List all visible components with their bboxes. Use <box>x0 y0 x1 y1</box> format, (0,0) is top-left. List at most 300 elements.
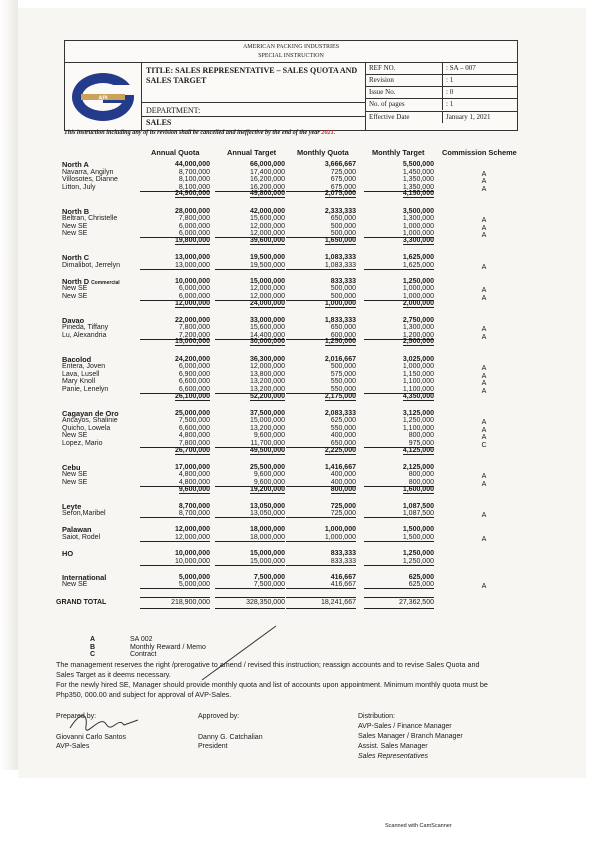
region-subtotal-cell: 24,000,000 <box>249 299 285 307</box>
approved-title: President <box>198 743 228 750</box>
sub-rule <box>140 588 210 589</box>
distribution-block <box>358 712 463 762</box>
rep-name: Pineda, Tiffany <box>62 324 109 332</box>
region-subtotal-cell: 52,200,000 <box>249 392 285 400</box>
grand-total-rule <box>364 597 434 598</box>
page-edge <box>0 0 18 770</box>
commission-code: A <box>481 535 487 543</box>
region-subtotal-cell: 19,200,000 <box>249 485 285 493</box>
commission-code: A <box>481 263 487 271</box>
ref-key: Effective Date <box>369 112 410 121</box>
region-total-cell: 15,000,000 <box>249 550 285 557</box>
distribution-item: Sales Manager / Branch Manager <box>358 733 463 740</box>
rep-value-cell: 6,000,000 <box>178 363 210 371</box>
document-header <box>64 40 518 131</box>
region-total-cell: 1,250,000 <box>402 550 434 557</box>
region-total-cell: 1,625,000 <box>402 254 434 261</box>
distribution-label: Distribution: <box>358 713 395 720</box>
logo-text: API <box>98 95 108 102</box>
rep-value-cell: 1,200,000 <box>402 331 434 339</box>
rep-value-cell: 6,000,000 <box>178 230 210 238</box>
rep-value-cell: 13,050,000 <box>249 510 285 518</box>
grand-total-rule <box>286 597 356 598</box>
rep-value-cell: 1,450,000 <box>402 168 434 176</box>
scanner-watermark: Scanned with CamScanner <box>385 823 452 829</box>
rep-name: Aricayos, Shalinie <box>62 417 118 425</box>
rep-value-cell: 8,100,000 <box>178 183 210 191</box>
rep-value-cell: 500,000 <box>330 230 356 238</box>
rep-value-cell: 6,600,000 <box>178 385 210 393</box>
rep-name: New SE <box>62 285 88 293</box>
commission-code: A <box>481 380 487 388</box>
region-subtotal-cell: 30,000,000 <box>249 338 285 346</box>
region-total-cell: 22,000,000 <box>174 316 210 324</box>
region-total-cell: 3,500,000 <box>402 207 434 215</box>
prepared-signature-icon <box>66 710 146 734</box>
rep-value-cell: 7,500,000 <box>178 417 210 425</box>
ref-row <box>366 112 518 123</box>
ref-row <box>366 75 518 87</box>
rep-name: Seron,Maribel <box>62 510 106 518</box>
rep-value-cell: 10,000,000 <box>174 557 210 565</box>
commission-code: A <box>481 512 487 520</box>
rep-value-cell: 800,000 <box>408 432 434 440</box>
region-subtotal-cell: 19,800,000 <box>174 236 210 244</box>
grand-total-cell: 18,241,667 <box>320 599 356 607</box>
management-note: The management reserves the right /prerogative to amend / revised this instruction; reassign accounts and to revise Sales Quota and Sales Target as it deems necessary. <box>56 660 480 679</box>
rep-value-cell: 1,625,000 <box>402 261 434 269</box>
region-total-cell: 833,333 <box>330 550 356 557</box>
region-total-cell: 1,416,667 <box>324 463 356 471</box>
region-subtotal-cell: 9,600,000 <box>178 485 210 493</box>
sub-rule <box>286 541 356 542</box>
rep-value-cell: 18,000,000 <box>249 533 285 541</box>
sub-rule <box>364 565 434 566</box>
region-subtotal-cell: 4,350,000 <box>402 392 434 400</box>
grand-total-rule <box>215 597 285 598</box>
rep-value-cell: 4,800,000 <box>178 432 210 440</box>
rep-value-cell: 11,700,000 <box>250 440 285 447</box>
rep-value-cell: 725,000 <box>330 510 356 518</box>
col-annual-target: Annual Target <box>227 148 277 157</box>
rep-value-cell: 6,000,000 <box>178 285 210 293</box>
region-total-cell: 3,025,000 <box>402 355 434 363</box>
ref-value: : 0 <box>442 87 518 98</box>
region-name: North D Commercial <box>62 276 120 286</box>
rep-value-cell: 1,000,000 <box>324 533 356 541</box>
region-subtotal-cell: 26,700,000 <box>174 446 210 454</box>
rep-value-cell: 12,000,000 <box>249 285 285 293</box>
rep-value-cell: 1,350,000 <box>402 183 434 191</box>
rep-name: New SE <box>62 471 88 479</box>
rep-value-cell: 15,000,000 <box>249 417 285 425</box>
sub-rule <box>286 517 356 518</box>
rep-value-cell: 500,000 <box>330 292 356 300</box>
rep-value-cell: 1,250,000 <box>402 417 434 425</box>
rep-value-cell: 675,000 <box>330 183 356 191</box>
rep-value-cell: 6,900,000 <box>178 370 210 378</box>
rep-value-cell: 400,000 <box>330 478 356 486</box>
legend-item: C Contract <box>90 651 157 659</box>
approved-by-block <box>198 712 263 751</box>
region-total-cell: 833,333 <box>330 277 356 285</box>
rep-value-cell: 6,000,000 <box>178 292 210 300</box>
sub-rule <box>140 269 210 270</box>
rep-value-cell: 4,800,000 <box>178 471 210 479</box>
rep-name: New SE <box>62 230 88 238</box>
rep-value-cell: 8,100,000 <box>178 176 210 184</box>
rep-value-cell: 6,600,000 <box>178 424 210 432</box>
rep-value-cell: 550,000 <box>330 385 356 393</box>
region-total-cell: 13,050,000 <box>249 502 285 510</box>
region-total-cell: 2,333,333 <box>324 207 356 215</box>
rep-value-cell: 416,667 <box>330 581 356 589</box>
rep-value-cell: 650,000 <box>330 440 356 447</box>
rep-name: New SE <box>62 292 88 300</box>
region-total-cell: 66,000,000 <box>249 161 285 168</box>
commission-code: A <box>481 480 487 488</box>
commission-code: C <box>481 442 487 449</box>
region-total-cell: 8,700,000 <box>178 502 210 510</box>
ref-value: : SA – 007 <box>442 63 518 74</box>
rep-name: Panie, Lenelyn <box>62 385 109 393</box>
ref-key: Revision <box>369 76 394 85</box>
region-total-cell: 28,000,000 <box>174 207 210 215</box>
rep-value-cell: 13,200,000 <box>249 385 285 393</box>
region-subtotal-cell: 2,175,000 <box>324 392 356 400</box>
logo-icon <box>65 63 141 130</box>
sub-rule <box>364 541 434 542</box>
rep-value-cell: 400,000 <box>330 432 356 440</box>
commission-code: A <box>481 473 487 481</box>
rep-value-cell: 1,083,333 <box>324 261 356 269</box>
rep-value-cell: 6,600,000 <box>178 378 210 386</box>
region-total-cell: 17,000,000 <box>174 463 210 471</box>
region-total-cell: 2,125,000 <box>402 463 434 471</box>
rep-name: Villosotes, Dianne <box>62 176 118 184</box>
ref-key: REF NO. <box>369 64 396 72</box>
rep-value-cell: 1,300,000 <box>402 324 434 332</box>
grand-total-rule <box>286 608 356 609</box>
region-subtotal-cell: 49,800,000 <box>249 190 285 198</box>
region-subtotal-cell: 4,150,000 <box>402 190 434 198</box>
region-total-cell: 2,750,000 <box>402 316 434 324</box>
rep-name: Saiot, Rodel <box>62 533 101 541</box>
rep-value-cell: 12,000,000 <box>174 533 210 541</box>
rep-name: New SE <box>62 581 88 589</box>
sub-rule <box>215 269 285 270</box>
commission-code: A <box>481 426 487 434</box>
commission-code: A <box>481 372 487 380</box>
region-total-cell: 1,083,333 <box>324 254 356 261</box>
grand-total-cell: 27,362,500 <box>398 599 434 607</box>
region-total-cell: 12,000,000 <box>174 526 210 534</box>
region-subtotal-cell: 1,600,000 <box>402 485 434 493</box>
sub-rule <box>364 588 434 589</box>
rep-name: New SE <box>62 432 88 440</box>
validity-notice: This instruction including any of its revision shall be cancelled and ineffective by the end of the year 2021. <box>64 129 336 136</box>
rep-value-cell: 575,000 <box>330 370 356 378</box>
distribution-item: AVP-Sales / Finance Manager <box>358 723 452 730</box>
rep-value-cell: 8,700,000 <box>178 510 210 518</box>
region-total-cell: 25,000,000 <box>174 409 210 417</box>
rep-value-cell: 1,000,000 <box>402 285 434 293</box>
rep-value-cell: 9,600,000 <box>253 478 285 486</box>
rep-value-cell: 5,000,000 <box>178 581 210 589</box>
region-total-cell: 1,500,000 <box>402 526 434 534</box>
rep-name: Beltran, Christelle <box>62 215 118 223</box>
col-monthly-quota: Monthly Quota <box>297 148 349 157</box>
rep-value-cell: 16,200,000 <box>249 183 285 191</box>
rep-value-cell: 800,000 <box>408 478 434 486</box>
region-total-cell: 10,000,000 <box>174 277 210 285</box>
ref-row <box>366 63 518 75</box>
company-logo <box>65 63 142 130</box>
ref-value: January 1, 2021 <box>442 112 518 123</box>
rep-value-cell: 12,000,000 <box>249 222 285 230</box>
region-total-cell: 1,250,000 <box>402 277 434 285</box>
commission-code: A <box>481 419 487 427</box>
region-subtotal-cell: 1,250,000 <box>324 338 356 346</box>
department-value: SALES <box>146 118 172 127</box>
col-annual-quota: Annual Quota <box>151 148 200 157</box>
rep-value-cell: 6,000,000 <box>178 222 210 230</box>
ref-key: Issue No. <box>369 88 396 97</box>
prepared-by-block <box>56 712 126 751</box>
sub-rule <box>286 269 356 270</box>
commission-code: A <box>481 333 487 341</box>
document-type: SPECIAL INSTRUCTION <box>258 53 324 59</box>
sub-rule <box>215 541 285 542</box>
region-total-cell: 5,000,000 <box>178 573 210 581</box>
rep-value-cell: 500,000 <box>330 222 356 230</box>
commission-code: A <box>481 434 487 442</box>
rep-value-cell: 13,000,000 <box>174 261 210 269</box>
region-total-cell: 2,083,333 <box>324 409 356 417</box>
rep-name: Lava, Lusell <box>62 370 100 378</box>
rep-value-cell: 1,500,000 <box>402 533 434 541</box>
sub-rule <box>215 517 285 518</box>
region-total-cell: 37,500,000 <box>249 409 285 417</box>
rep-value-cell: 1,150,000 <box>402 370 434 378</box>
rep-value-cell: 650,000 <box>330 215 356 223</box>
sub-rule <box>215 588 285 589</box>
region-total-cell: 1,087,500 <box>402 502 434 510</box>
sub-rule <box>140 565 210 566</box>
header-company-block <box>65 41 517 63</box>
title-value: SALES REPRESENTATIVE – SALES QUOTA AND SALES TARGET <box>146 66 358 85</box>
grand-total-rule <box>140 597 210 598</box>
region-total-cell: 36,300,000 <box>249 355 285 363</box>
region-total-cell: 42,000,000 <box>249 207 285 215</box>
notice-year: 2021. <box>321 129 336 136</box>
rep-name: Mary Knoll <box>62 378 96 386</box>
region-subtotal-cell: 2,500,000 <box>402 338 434 346</box>
rep-name: New SE <box>62 222 88 230</box>
rep-value-cell: 19,500,000 <box>249 261 285 269</box>
rep-value-cell: 12,000,000 <box>249 363 285 371</box>
department-label: DEPARTMENT: <box>142 105 365 117</box>
rep-name: Litton, July <box>62 183 96 191</box>
region-name: North A <box>62 160 89 169</box>
rep-value-cell: 13,200,000 <box>249 378 285 386</box>
region-total-cell: 25,500,000 <box>249 463 285 471</box>
rep-value-cell: 1,000,000 <box>402 222 434 230</box>
region-total-cell: 1,833,333 <box>324 316 356 324</box>
col-commission-scheme: Commission Scheme <box>442 148 517 157</box>
commission-code: A <box>481 178 487 186</box>
region-subtotal-cell: 1,000,000 <box>324 299 356 307</box>
rep-value-cell: 7,800,000 <box>178 324 210 332</box>
rep-value-cell: 1,000,000 <box>402 230 434 238</box>
commission-code: A <box>481 170 487 178</box>
rep-value-cell: 7,500,000 <box>253 581 285 589</box>
legend-item: A SA 002 <box>90 636 153 643</box>
rep-value-cell: 15,600,000 <box>249 324 285 332</box>
region-total-cell: 15,000,000 <box>249 277 285 285</box>
rep-value-cell: 13,200,000 <box>249 424 285 432</box>
region-total-cell: 13,000,000 <box>174 254 210 261</box>
rep-value-cell: 7,200,000 <box>178 331 210 339</box>
region-subtotal-cell: 39,600,000 <box>249 236 285 244</box>
region-name: Palawan <box>62 525 92 535</box>
commission-code: A <box>481 232 487 240</box>
commission-code: A <box>481 294 487 302</box>
region-total-cell: 7,500,000 <box>253 573 285 581</box>
region-total-cell: 3,666,667 <box>324 161 356 168</box>
region-subtotal-cell: 800,000 <box>330 485 356 493</box>
commission-code: A <box>481 365 487 373</box>
rep-value-cell: 1,000,000 <box>402 292 434 300</box>
prepared-title: AVP-Sales <box>56 743 90 750</box>
rep-value-cell: 800,000 <box>408 471 434 479</box>
sub-rule <box>286 588 356 589</box>
commission-code: A <box>481 185 487 193</box>
company-name: AMERICAN PACKING INDUSTRIES <box>242 44 340 50</box>
region-subtotal-cell: 2,000,000 <box>402 299 434 307</box>
region-subtotal-cell: 3,300,000 <box>402 236 434 244</box>
region-subtotal-cell: 24,900,000 <box>174 190 210 198</box>
region-total-cell: 625,000 <box>408 573 434 581</box>
ref-value: : 1 <box>442 99 518 110</box>
rep-value-cell: 550,000 <box>330 378 356 386</box>
rep-value-cell: 650,000 <box>330 324 356 332</box>
region-total-cell: 2,016,667 <box>324 355 356 363</box>
region-total-cell: 24,200,000 <box>174 355 210 363</box>
rep-name: Navarra, Angilyn <box>62 168 114 176</box>
approved-signature-icon <box>192 622 282 682</box>
region-total-cell: 725,000 <box>330 502 356 510</box>
sub-rule <box>364 269 434 270</box>
rep-value-cell: 1,000,000 <box>402 363 434 371</box>
ref-row <box>366 99 518 111</box>
region-total-cell: 3,125,000 <box>402 409 434 417</box>
commission-code: A <box>481 217 487 225</box>
rep-value-cell: 1,100,000 <box>402 424 434 432</box>
rep-value-cell: 14,400,000 <box>249 331 285 339</box>
rep-value-cell: 675,000 <box>330 176 356 184</box>
rep-value-cell: 625,000 <box>408 581 434 589</box>
rep-value-cell: 725,000 <box>330 168 356 176</box>
region-subtotal-cell: 26,100,000 <box>174 392 210 400</box>
grand-total-label: GRAND TOTAL <box>56 599 107 607</box>
region-subtotal-cell: 49,500,000 <box>249 446 285 454</box>
rep-value-cell: 8,700,000 <box>178 168 210 176</box>
rep-value-cell: 1,350,000 <box>402 176 434 184</box>
region-subtotal-cell: 15,000,000 <box>174 338 210 346</box>
grand-total-rule <box>364 608 434 609</box>
rep-value-cell: 7,800,000 <box>178 440 210 447</box>
region-name: Bacolod <box>62 354 92 364</box>
sub-rule <box>140 517 210 518</box>
region-subtotal-cell: 12,000,000 <box>174 299 210 307</box>
rep-name: Lu, Alexandria <box>62 331 107 339</box>
approved-label: Approved by: <box>198 713 240 720</box>
distribution-item: Sales Representatives <box>358 753 429 760</box>
rep-value-cell: 13,800,000 <box>249 370 285 378</box>
commission-code: A <box>481 224 487 232</box>
department-cell <box>142 103 365 130</box>
region-subtotal-cell: 4,125,000 <box>402 446 434 454</box>
title-label: TITLE: <box>146 66 174 75</box>
commission-code: A <box>481 387 487 395</box>
sub-rule <box>364 517 434 518</box>
ref-value: : 1 <box>442 75 518 86</box>
region-total-cell: 1,000,000 <box>324 526 356 534</box>
region-total-cell: 5,500,000 <box>402 161 434 168</box>
rep-value-cell: 550,000 <box>330 424 356 432</box>
rep-name: Dimalibot, Jerrelyn <box>62 261 120 269</box>
region-name: Cagayan de Oro <box>62 408 119 418</box>
rep-value-cell: 833,333 <box>330 557 356 565</box>
region-name: North B <box>62 206 90 216</box>
title-cell <box>142 63 365 103</box>
rep-value-cell: 600,000 <box>330 331 356 339</box>
prepared-label: Prepared by: <box>56 713 97 720</box>
region-name: International <box>62 572 107 582</box>
rep-value-cell: 12,000,000 <box>249 230 285 238</box>
rep-value-cell: 15,000,000 <box>249 557 285 565</box>
rep-value-cell: 1,100,000 <box>402 378 434 386</box>
region-total-cell: 19,500,000 <box>249 254 285 261</box>
rep-value-cell: 4,800,000 <box>178 478 210 486</box>
region-total-cell: 10,000,000 <box>174 550 210 557</box>
rep-name: Quicho, Lowela <box>62 424 111 432</box>
rep-value-cell: 1,087,500 <box>402 510 434 518</box>
rep-value-cell: 1,300,000 <box>402 215 434 223</box>
rep-value-cell: 1,250,000 <box>402 557 434 565</box>
rep-value-cell: 9,600,000 <box>253 432 285 440</box>
reference-table <box>365 63 518 130</box>
ref-row <box>366 87 518 99</box>
region-subtotal-cell: 2,075,000 <box>324 190 356 198</box>
region-name: North C <box>62 253 90 262</box>
rep-value-cell: 500,000 <box>330 285 356 293</box>
legend-item: B Monthly Reward / Memo <box>90 643 206 651</box>
ref-key: No. of pages <box>369 100 405 109</box>
rep-value-cell: 17,400,000 <box>249 168 285 176</box>
grand-total-cell: 328,350,000 <box>246 599 285 607</box>
prepared-name: Giovanni Carlo Santos <box>56 734 127 741</box>
rep-value-cell: 625,000 <box>330 417 356 425</box>
rep-value-cell: 7,800,000 <box>178 215 210 223</box>
rep-value-cell: 500,000 <box>330 363 356 371</box>
sub-rule <box>286 565 356 566</box>
region-total-cell: 33,000,000 <box>249 316 285 324</box>
rep-value-cell: 975,000 <box>408 440 434 447</box>
commission-legend <box>90 636 206 659</box>
region-subtotal-cell: 1,650,000 <box>324 236 356 244</box>
